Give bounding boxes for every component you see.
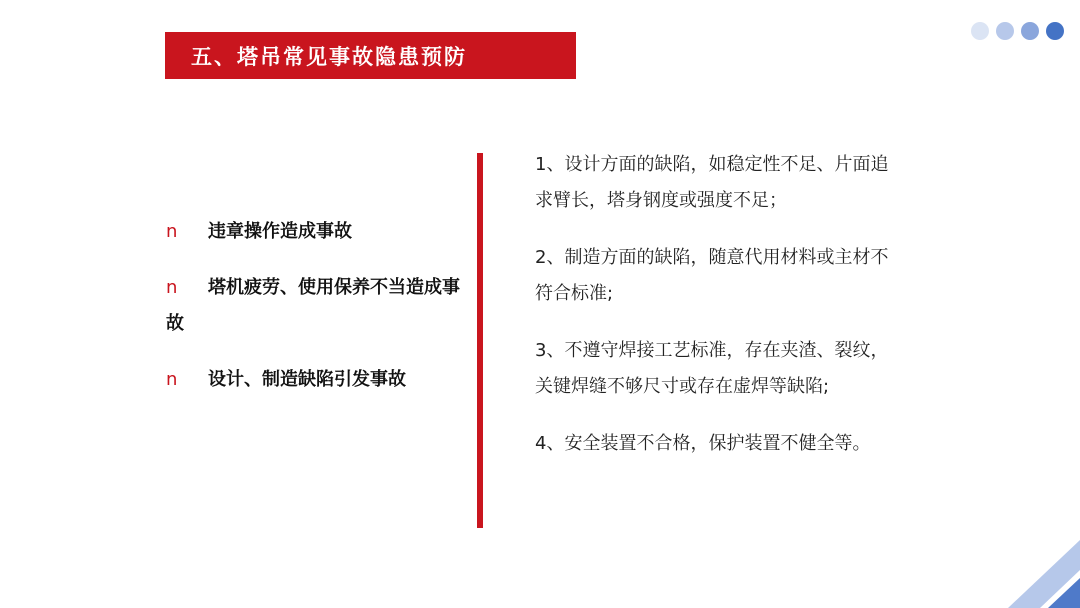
bullet-text: 违章操作造成事故 (208, 221, 352, 242)
dot-icon (971, 22, 989, 40)
title-banner (165, 32, 576, 79)
bullet-marker: n (166, 277, 178, 298)
list-item: 4、安全装置不合格，保护装置不健全等。 (535, 433, 871, 454)
page-title: 五、塔吊常见事故隐患预防 (191, 44, 467, 69)
list-item: 2、制造方面的缺陷，随意代用材料或主材不符合标准; (535, 247, 889, 304)
list-item (166, 362, 466, 398)
decorative-dots (971, 22, 1066, 40)
list-item: 1、设计方面的缺陷，如稳定性不足、片面追求臂长，塔身钢度或强度不足； (535, 154, 889, 211)
list-item (166, 270, 466, 342)
vertical-divider (477, 153, 483, 528)
dot-icon (1046, 22, 1064, 40)
list-item: 3、不遵守焊接工艺标准，存在夹渣、裂纹，关键焊缝不够尺寸或存在虚焊等缺陷; (535, 340, 889, 397)
bullet-text: 塔机疲劳、使用保养不当造成事故 (166, 277, 460, 334)
dot-icon (996, 22, 1014, 40)
right-point-list (535, 147, 905, 483)
bullet-marker: n (166, 221, 178, 242)
bullet-marker: n (166, 369, 178, 390)
dot-icon (1021, 22, 1039, 40)
list-item (166, 214, 466, 250)
bullet-text: 设计、制造缺陷引发事故 (208, 369, 406, 390)
left-bullet-list (166, 214, 466, 418)
corner-decoration (920, 458, 1080, 608)
